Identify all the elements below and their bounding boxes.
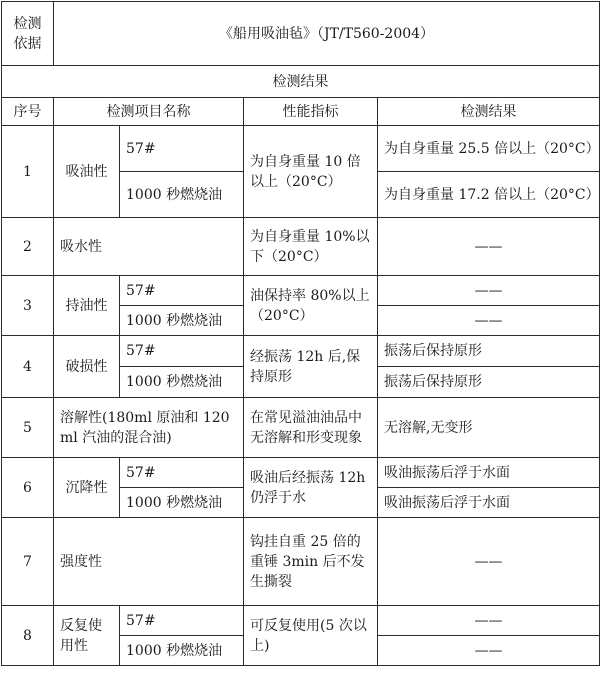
sub-item: 57# [120, 606, 244, 636]
table-row [2, 218, 600, 276]
result: 无溶解,无变形 [378, 398, 600, 458]
row-number: 7 [2, 518, 54, 606]
basis-label: 检测依据 [2, 2, 54, 66]
sub-item: 57# [120, 336, 244, 367]
spec: 经振荡 12h 后,保持原形 [244, 336, 378, 398]
sub-item: 1000 秒燃烧油 [120, 172, 244, 218]
row-number: 4 [2, 336, 54, 398]
sub-item: 57# [120, 276, 244, 306]
spec: 为自身重量 10 倍以上（20°C） [244, 126, 378, 218]
test-report-table [1, 1, 600, 666]
spec: 为自身重量 10%以下（20°C） [244, 218, 378, 276]
item-name: 沉降性 [54, 458, 120, 518]
spec: 吸油后经振荡 12h 仍浮于水 [244, 458, 378, 518]
item-name: 溶解性(180ml 原油和 120ml 汽油的混合油) [54, 398, 244, 458]
table-row [2, 518, 600, 606]
col-header-spec: 性能指标 [244, 98, 378, 126]
table-row [2, 126, 600, 172]
result: 振荡后保持原形 [378, 336, 600, 367]
row-number: 5 [2, 398, 54, 458]
result: 为自身重量 25.5 倍以上（20°C） [378, 126, 600, 172]
col-header-item: 检测项目名称 [54, 98, 244, 126]
item-name: 吸水性 [54, 218, 244, 276]
item-name: 强度性 [54, 518, 244, 606]
result: 为自身重量 17.2 倍以上（20°C） [378, 172, 600, 218]
result: 吸油振荡后浮于水面 [378, 488, 600, 518]
row-number: 3 [2, 276, 54, 336]
table-row [2, 398, 600, 458]
result: —— [378, 276, 600, 306]
result: 振荡后保持原形 [378, 367, 600, 398]
item-name: 吸油性 [54, 126, 120, 218]
row-number: 8 [2, 606, 54, 666]
results-title: 检测结果 [2, 66, 600, 98]
col-header-no: 序号 [2, 98, 54, 126]
spec: 在常见溢油油品中无溶解和形变现象 [244, 398, 378, 458]
basis-value: 《船用吸油毡》（JT/T560-2004） [54, 2, 600, 66]
sub-item: 1000 秒燃烧油 [120, 636, 244, 666]
result: —— [378, 606, 600, 636]
item-name: 持油性 [54, 276, 120, 336]
result: 吸油振荡后浮于水面 [378, 458, 600, 488]
sub-item: 57# [120, 126, 244, 172]
row-number: 6 [2, 458, 54, 518]
sub-item: 57# [120, 458, 244, 488]
result: —— [378, 218, 600, 276]
result: —— [378, 636, 600, 666]
table-row [2, 336, 600, 367]
spec: 可反复使用(5 次以上) [244, 606, 378, 666]
result: —— [378, 306, 600, 336]
result: —— [378, 518, 600, 606]
spec: 钩挂自重 25 倍的重锤 3min 后不发生撕裂 [244, 518, 378, 606]
item-name: 反复使用性 [54, 606, 120, 666]
spec: 油保持率 80%以上（20°C） [244, 276, 378, 336]
row-number: 2 [2, 218, 54, 276]
table-row [2, 606, 600, 636]
table-row [2, 458, 600, 488]
col-header-result: 检测结果 [378, 98, 600, 126]
sub-item: 1000 秒燃烧油 [120, 367, 244, 398]
sub-item: 1000 秒燃烧油 [120, 488, 244, 518]
item-name: 破损性 [54, 336, 120, 398]
row-number: 1 [2, 126, 54, 218]
sub-item: 1000 秒燃烧油 [120, 306, 244, 336]
table-row [2, 276, 600, 306]
